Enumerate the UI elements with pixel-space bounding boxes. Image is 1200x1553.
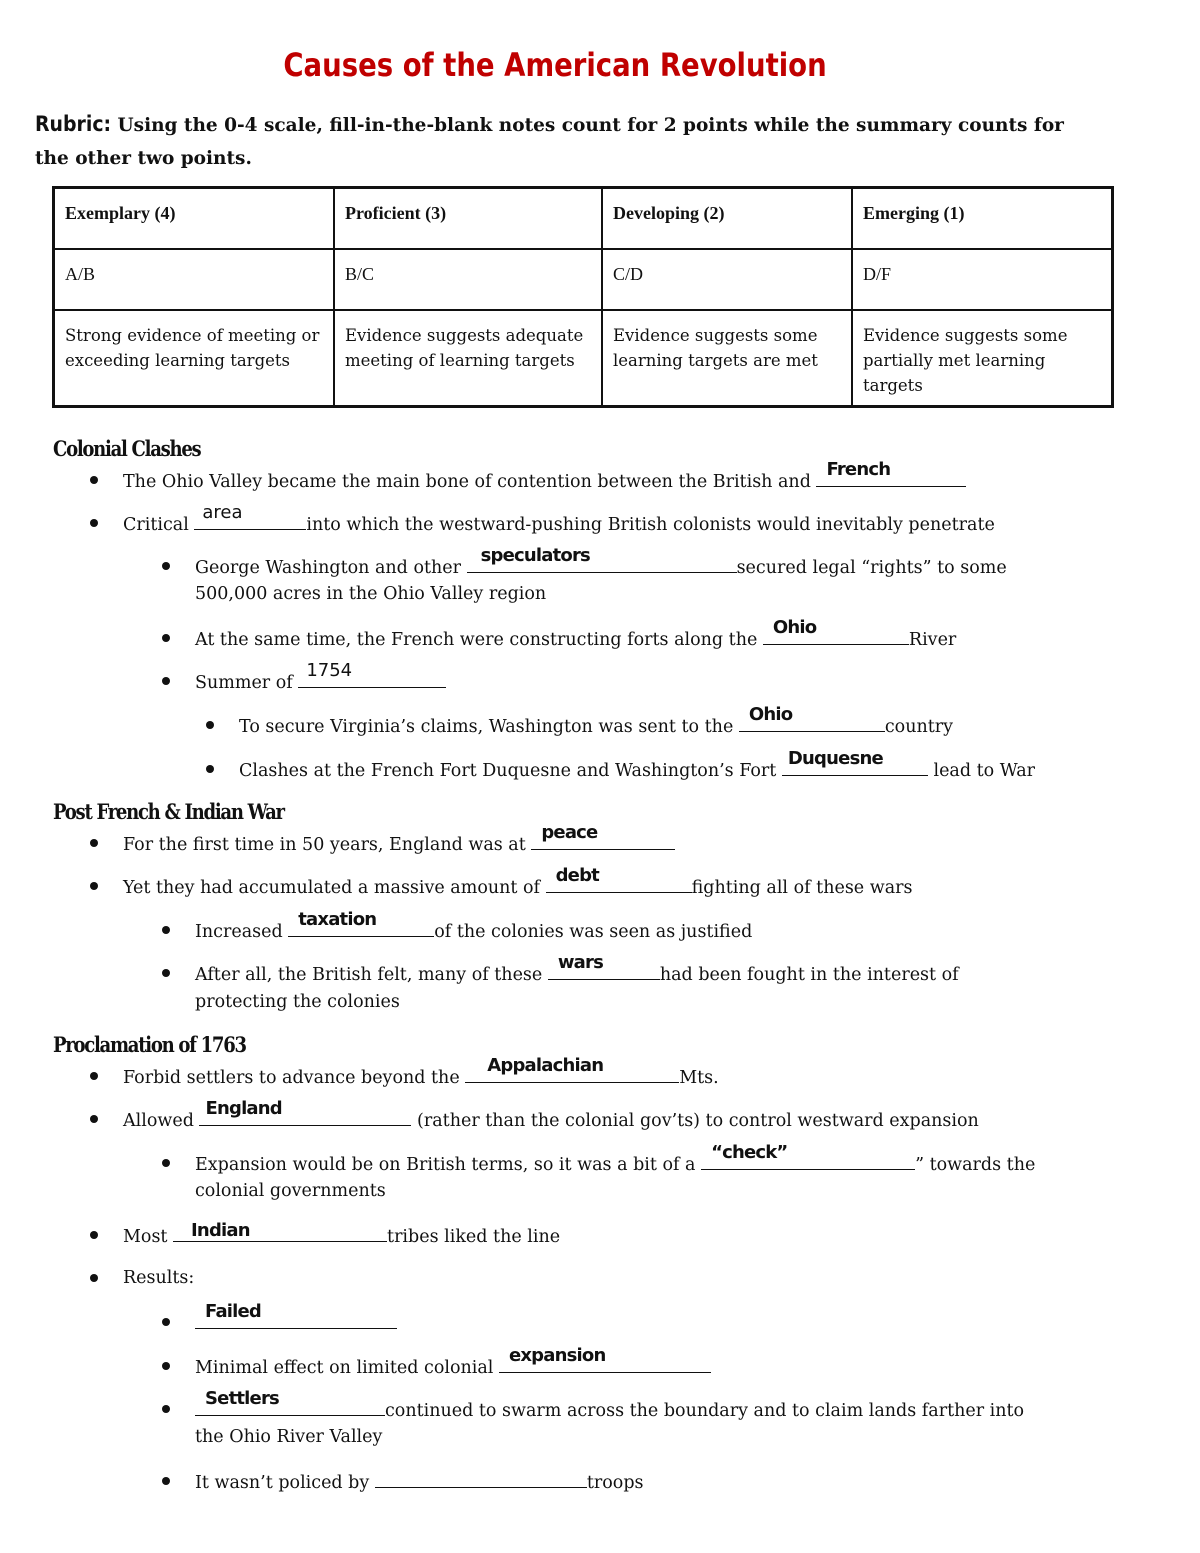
answer-blank[interactable] bbox=[782, 748, 928, 776]
bullet-icon bbox=[90, 1072, 98, 1080]
answer-blank[interactable] bbox=[763, 617, 909, 645]
note-critical-area: Critical area into which the westward-pushing British colonists would inevitably penetrate bbox=[123, 509, 995, 539]
rubric-table bbox=[52, 186, 1114, 408]
note-french-forts: At the same time, the French were constructing forts along the Ohio River bbox=[195, 624, 956, 654]
rubric-description-cell: Evidence suggests some learning targets are met bbox=[602, 310, 852, 407]
bullet-icon bbox=[162, 1405, 170, 1413]
note-expansion-check: Expansion would be on British terms, so it was a bit of a “check” ” towards the bbox=[195, 1149, 1035, 1179]
answer-blank[interactable] bbox=[739, 704, 885, 732]
rubric-paragraph bbox=[35, 108, 1075, 175]
rubric-header-cell: Exemplary (4) bbox=[54, 188, 335, 250]
bullet-icon bbox=[162, 1362, 170, 1370]
answer-text: taxation bbox=[298, 909, 377, 930]
bullet-icon bbox=[90, 1115, 98, 1123]
note-expansion-check-cont: colonial governments bbox=[195, 1181, 386, 1201]
note-failed bbox=[195, 1301, 397, 1338]
answer-text: Indian bbox=[191, 1220, 250, 1241]
answer-blank[interactable] bbox=[701, 1142, 915, 1170]
note-policed: It wasn’t policed by troops bbox=[195, 1467, 644, 1497]
answer-blank[interactable] bbox=[194, 502, 306, 530]
bullet-icon bbox=[162, 1477, 170, 1485]
bullet-icon bbox=[90, 882, 98, 890]
rubric-header-cell: Developing (2) bbox=[602, 188, 852, 250]
bullet-icon bbox=[162, 1159, 170, 1167]
bullet-icon bbox=[90, 1231, 98, 1239]
answer-text: 1754 bbox=[306, 660, 353, 681]
bullet-icon bbox=[162, 562, 170, 570]
note-settlers: Settlers continued to swarm across the boundary and to claim lands farther into bbox=[195, 1395, 1024, 1425]
answer-text: debt bbox=[555, 865, 599, 886]
answer-blank[interactable] bbox=[173, 1221, 387, 1242]
bullet-icon bbox=[90, 476, 98, 484]
rubric-description-row bbox=[54, 310, 1113, 407]
note-results: Results: bbox=[123, 1268, 195, 1288]
rubric-label: Rubric: bbox=[35, 112, 112, 136]
answer-blank[interactable] bbox=[816, 459, 966, 487]
answer-text: Ohio bbox=[772, 617, 817, 638]
rubric-grade-cell: C/D bbox=[602, 249, 852, 310]
section-heading-post-war: Post French & Indian War bbox=[53, 799, 284, 824]
answer-text: French bbox=[826, 459, 891, 480]
bullet-icon bbox=[162, 926, 170, 934]
note-minimal: Minimal effect on limited colonial expansion bbox=[195, 1352, 711, 1382]
note-speculators-cont: 500,000 acres in the Ohio Valley region bbox=[195, 584, 547, 604]
rubric-description-cell: Evidence suggests some partially met learning targets bbox=[852, 310, 1113, 407]
note-forbid: Forbid settlers to advance beyond the Appalachian Mts. bbox=[123, 1062, 719, 1092]
note-allowed: Allowed England (rather than the colonial gov’ts) to control westward expansion bbox=[123, 1105, 979, 1135]
answer-text: Appalachian bbox=[487, 1055, 604, 1076]
note-ohio-valley: The Ohio Valley became the main bone of contention between the British and French bbox=[123, 466, 966, 496]
note-settlers-cont: the Ohio River Valley bbox=[195, 1427, 383, 1447]
answer-blank[interactable] bbox=[199, 1098, 411, 1126]
answer-blank[interactable] bbox=[465, 1055, 679, 1083]
answer-blank[interactable] bbox=[531, 822, 675, 850]
rubric-header-row bbox=[54, 188, 1113, 250]
rubric-description-cell: Strong evidence of meeting or exceeding learning targets bbox=[54, 310, 335, 407]
bullet-icon bbox=[90, 1274, 98, 1282]
answer-blank[interactable] bbox=[298, 660, 446, 688]
answer-blank[interactable] bbox=[548, 952, 660, 980]
note-debt: Yet they had accumulated a massive amount of debt fighting all of these wars bbox=[123, 872, 913, 902]
bullet-icon bbox=[206, 721, 214, 729]
bullet-icon bbox=[162, 677, 170, 685]
answer-text: “check” bbox=[711, 1142, 788, 1163]
note-wars-cont: protecting the colonies bbox=[195, 992, 400, 1012]
answer-blank[interactable] bbox=[195, 1301, 397, 1329]
bullet-icon bbox=[90, 519, 98, 527]
answer-text: Duquesne bbox=[787, 748, 883, 769]
answer-blank[interactable] bbox=[195, 1388, 385, 1416]
section-heading-colonial-clashes: Colonial Clashes bbox=[53, 436, 201, 461]
answer-text: wars bbox=[557, 952, 604, 973]
answer-blank[interactable] bbox=[375, 1467, 587, 1488]
answer-text: England bbox=[205, 1098, 282, 1119]
answer-blank[interactable] bbox=[546, 865, 692, 893]
note-virginia-claims: To secure Virginia’s claims, Washington was sent to the Ohio country bbox=[239, 711, 953, 741]
rubric-grade-row bbox=[54, 249, 1113, 310]
section-heading-proclamation: Proclamation of 1763 bbox=[53, 1032, 246, 1057]
bullet-icon bbox=[162, 634, 170, 642]
bullet-icon bbox=[162, 1318, 170, 1326]
answer-blank[interactable] bbox=[467, 545, 737, 573]
rubric-text: Using the 0-4 scale, fill-in-the-blank notes count for 2 points while the summary counts for the other two points. bbox=[35, 115, 1064, 169]
answer-text: Settlers bbox=[205, 1388, 279, 1409]
answer-text: peace bbox=[541, 822, 598, 843]
bullet-icon bbox=[162, 969, 170, 977]
note-summer: Summer of 1754 bbox=[195, 667, 446, 697]
note-fort-clashes: Clashes at the French Fort Duquesne and Washington’s Fort Duquesne lead to War bbox=[239, 755, 1035, 785]
answer-text: Ohio bbox=[748, 704, 793, 725]
note-wars: After all, the British felt, many of these wars had been fought in the interest of bbox=[195, 959, 959, 989]
note-peace: For the first time in 50 years, England was at peace bbox=[123, 829, 675, 859]
answer-text: area bbox=[202, 502, 243, 523]
page-title: Causes of the American Revolution bbox=[283, 46, 827, 84]
answer-blank[interactable] bbox=[288, 909, 434, 937]
note-most-tribes: Most Indian tribes liked the line bbox=[123, 1221, 560, 1251]
answer-text: Failed bbox=[205, 1301, 262, 1322]
answer-text: speculators bbox=[480, 545, 590, 566]
answer-blank[interactable] bbox=[499, 1345, 711, 1373]
rubric-grade-cell: A/B bbox=[54, 249, 335, 310]
answer-text: expansion bbox=[508, 1345, 606, 1366]
rubric-header-cell: Proficient (3) bbox=[334, 188, 602, 250]
bullet-icon bbox=[206, 765, 214, 773]
note-speculators: George Washington and other speculators secured legal “rights” to some bbox=[195, 552, 1007, 582]
note-taxation: Increased taxation of the colonies was seen as justified bbox=[195, 916, 752, 946]
rubric-grade-cell: B/C bbox=[334, 249, 602, 310]
rubric-grade-cell: D/F bbox=[852, 249, 1113, 310]
rubric-header-cell: Emerging (1) bbox=[852, 188, 1113, 250]
bullet-icon bbox=[90, 839, 98, 847]
rubric-description-cell: Evidence suggests adequate meeting of learning targets bbox=[334, 310, 602, 407]
